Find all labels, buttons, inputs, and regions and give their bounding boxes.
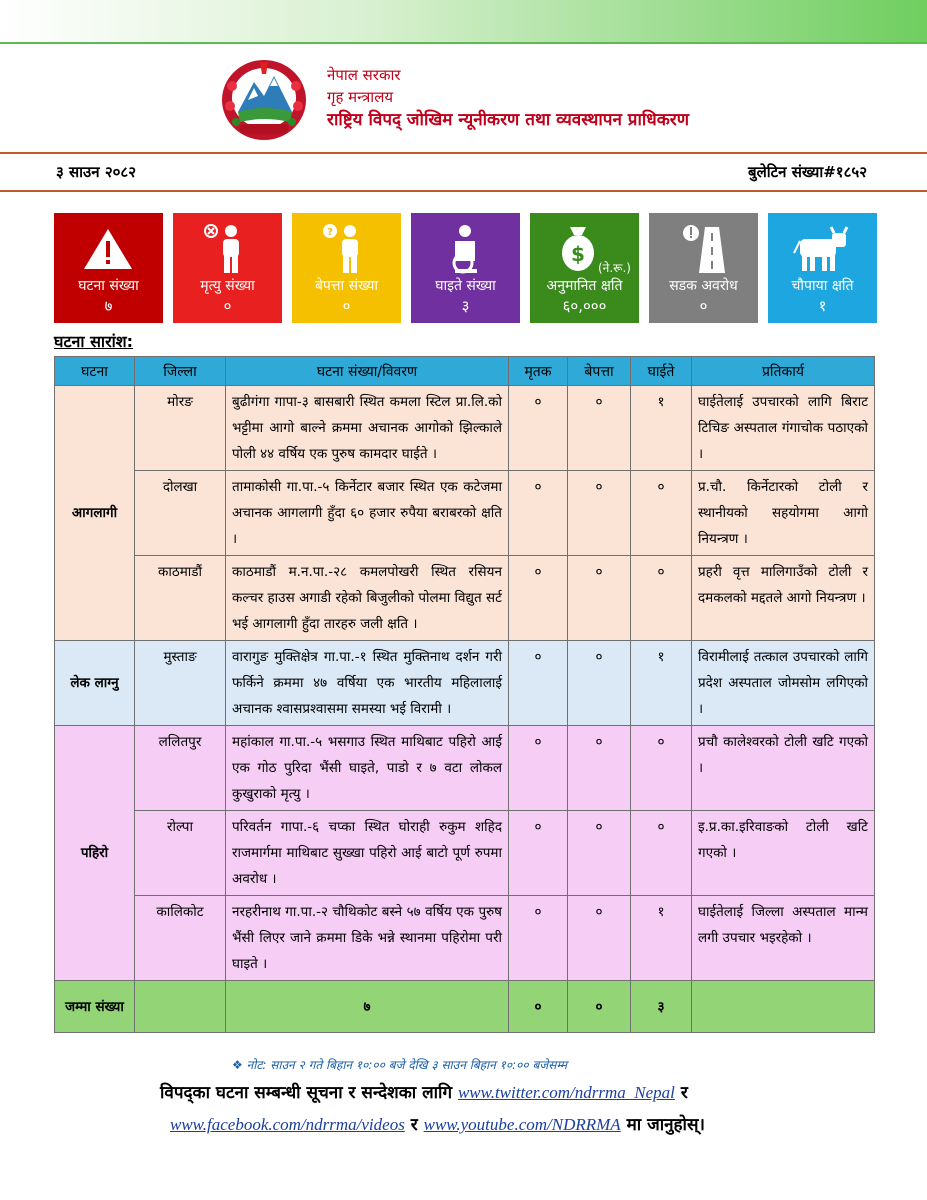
stat-label: चौपाया क्षति — [791, 278, 854, 294]
footer-and: र — [680, 1083, 688, 1103]
cow-icon — [768, 223, 877, 275]
category-cell: लेक लाग्नु — [55, 641, 135, 726]
response-cell: प्रहरी वृत्त मालिगाउँको टोली र दमकलको मद्दतले आगो नियन्त्रण । — [692, 556, 875, 641]
district-cell: रोल्पा — [135, 811, 226, 896]
stat-value: ० — [223, 297, 232, 315]
missing-cell: ० — [568, 726, 631, 811]
dead-cell: ० — [509, 386, 568, 471]
stat-label: घाइते संख्या — [435, 278, 496, 294]
response-cell: प्रचौ कालेश्वरको टोली खटि गएको । — [692, 726, 875, 811]
dead-cell: ० — [509, 556, 568, 641]
header — [220, 56, 820, 146]
response-cell: विरामीलाई तत्काल उपचारको लागि प्रदेश अस्पताल जोमसोम लगिएको । — [692, 641, 875, 726]
divider-top — [0, 152, 927, 154]
authority-name: राष्ट्रिय विपद् जोखिम न्यूनीकरण तथा व्यवस्थापन प्राधिकरण — [327, 110, 690, 130]
stat-label: सडक अवरोध — [669, 278, 738, 294]
dead-cell: ० — [509, 896, 568, 981]
svg-text:$: $ — [571, 242, 585, 266]
injured-cell: ० — [631, 556, 692, 641]
dead-cell: ० — [509, 726, 568, 811]
damage-unit: (ने.रू.) — [598, 261, 631, 275]
description-cell: परिवर्तन गापा.-६ चप्का स्थित घोराही रुकुम शहिद राजमार्गमा माथिबाट सुख्खा पहिरो आई बाटो पूर्ण रुपमा अवरोध । — [226, 811, 509, 896]
response-cell: इ.प्र.का.इरिवाङको टोली खटि गएको । — [692, 811, 875, 896]
stat-value: ७ — [104, 297, 113, 315]
footer-line-2 — [170, 1112, 705, 1135]
person-question-icon — [292, 223, 401, 275]
missing-cell: ० — [568, 556, 631, 641]
stat-value: ६०,००० — [562, 297, 607, 315]
divider-bottom — [0, 190, 927, 192]
stat-card-injured — [411, 213, 520, 323]
injured-cell: १ — [631, 386, 692, 471]
stat-label: मृत्यु संख्या — [200, 278, 255, 294]
description-cell: काठमाडौं म.न.पा.-२८ कमलपोखरी स्थित रसियन कल्चर हाउस अगाडी रहेको बिजुलीको पोलमा विद्युत सर्ट भई आगलागी हुँदा तारहरु जली क्षति । — [226, 556, 509, 641]
footer-text: विपद्का घटना सम्बन्धी सूचना र सन्देशका लागि — [160, 1083, 453, 1103]
footer-and: र — [410, 1115, 418, 1135]
stat-value: ० — [342, 297, 351, 315]
table-header-row — [55, 357, 875, 386]
dead-cell: ० — [509, 811, 568, 896]
ministry-name: गृह मन्त्रालय — [327, 88, 394, 106]
total-dead: ० — [509, 981, 568, 1033]
total-count: ७ — [226, 981, 509, 1033]
district-cell: मुस्ताङ — [135, 641, 226, 726]
table-row — [55, 811, 875, 896]
stat-card-livestock — [768, 213, 877, 323]
person-x-icon — [173, 223, 282, 275]
total-blank — [135, 981, 226, 1033]
stat-cards — [54, 213, 874, 323]
district-cell: मोरङ — [135, 386, 226, 471]
description-cell: तामाकोसी गा.पा.-५ किर्नेटार बजार स्थित एक कटेजमा अचानक आगलागी हुँदा ६० हजार रुपैया बराबरको क्षति । — [226, 471, 509, 556]
col-header: प्रतिकार्य — [692, 357, 875, 386]
footer-line-1 — [160, 1080, 688, 1103]
facebook-link[interactable]: www.facebook.com/ndrrma/videos — [170, 1115, 405, 1134]
bulletin-date: ३ साउन २०८२ — [56, 163, 137, 181]
injured-cell: १ — [631, 641, 692, 726]
description-cell: नरहरीनाथ गा.पा.-२ चौथिकोट बस्ने ५७ वर्षिय एक पुरुष भैंसी लिएर जाने क्रममा डिके भन्ने स्थानमा पहिरोमा परी घाइते । — [226, 896, 509, 981]
footer-text: मा जानुहोस्। — [626, 1115, 705, 1135]
total-label: जम्मा संख्या — [55, 981, 135, 1033]
stat-value: ० — [699, 297, 708, 315]
missing-cell: ० — [568, 811, 631, 896]
response-cell: प्र.चौ. किर्नेटारको टोली र स्थानीयको सहयोगमा आगो नियन्त्रण । — [692, 471, 875, 556]
district-cell: दोलखा — [135, 471, 226, 556]
stat-card-deaths — [173, 213, 282, 323]
govt-name: नेपाल सरकार — [327, 66, 401, 84]
stat-card-missing — [292, 213, 401, 323]
total-blank — [692, 981, 875, 1033]
category-cell: आगलागी — [55, 386, 135, 641]
table-row — [55, 641, 875, 726]
description-cell: वारागुङ मुक्तिक्षेत्र गा.पा.-१ स्थित मुक्तिनाथ दर्शन गरी फर्किने क्रममा ४७ वर्षिया एक भारतीय महिलालाई अचानक श्वासप्रश्वासमा समस्या भई विरामी । — [226, 641, 509, 726]
injured-icon — [411, 223, 520, 275]
category-cell: पहिरो — [55, 726, 135, 981]
district-cell: कालिकोट — [135, 896, 226, 981]
dead-cell: ० — [509, 471, 568, 556]
table-total-row — [55, 981, 875, 1033]
road-block-icon — [649, 223, 758, 275]
table-row — [55, 726, 875, 811]
col-header: बेपत्ता — [568, 357, 631, 386]
stat-card-damage — [530, 213, 639, 323]
col-header: घटना संख्या/विवरण — [226, 357, 509, 386]
dead-cell: ० — [509, 641, 568, 726]
col-header: जिल्ला — [135, 357, 226, 386]
bulletin-number: बुलेटिन संख्या#१८५२ — [748, 163, 867, 181]
injured-cell: १ — [631, 896, 692, 981]
time-note: ❖ नोट: साउन २ गते बिहान १०:०० बजे देखि ३ साउन बिहान १०:०० बजेसम्म — [232, 1058, 568, 1072]
injured-cell: ० — [631, 726, 692, 811]
svg-text:?: ? — [327, 227, 333, 238]
total-injured: ३ — [631, 981, 692, 1033]
district-cell: काठमाडौं — [135, 556, 226, 641]
stat-value: ३ — [461, 297, 470, 315]
missing-cell: ० — [568, 641, 631, 726]
twitter-link[interactable]: www.twitter.com/ndrrma_Nepal — [457, 1083, 675, 1102]
response-cell: घाईतेलाई जिल्ला अस्पताल मान्म लगी उपचार भइरहेको । — [692, 896, 875, 981]
col-header: घाईते — [631, 357, 692, 386]
stat-label: घटना संख्या — [78, 278, 139, 294]
description-cell: महांकाल गा.पा.-५ भसगाउ स्थित माथिबाट पहिरो आई एक गोठ पुरिदा भैंसी घाइते, पाडो र ७ वटा लोकल कुखुराको मृत्यु । — [226, 726, 509, 811]
stat-card-incidents — [54, 213, 163, 323]
table-row — [55, 896, 875, 981]
missing-cell: ० — [568, 471, 631, 556]
description-cell: बुढीगंगा गापा-३ बासबारी स्थित कमला स्टिल प्रा.लि.को भट्टीमा आगो बाल्ने क्रममा अचानक आगोको झिल्काले पोली ४४ वर्षिय एक पुरुष कामदार घाईते । — [226, 386, 509, 471]
injured-cell: ० — [631, 471, 692, 556]
table-row — [55, 556, 875, 641]
total-missing: ० — [568, 981, 631, 1033]
missing-cell: ० — [568, 386, 631, 471]
top-banner — [0, 0, 927, 44]
stat-label: बेपत्ता संख्या — [314, 278, 379, 294]
missing-cell: ० — [568, 896, 631, 981]
summary-title: घटना सारांश: — [54, 332, 134, 351]
table-row — [55, 471, 875, 556]
nepal-emblem-icon — [220, 56, 308, 142]
response-cell: घाईतेलाई उपचारको लागि बिराट टिचिङ अस्पताल गंगाचोक पठाएको । — [692, 386, 875, 471]
stat-value: १ — [818, 297, 827, 315]
table-row — [55, 386, 875, 471]
col-header: घटना — [55, 357, 135, 386]
incident-table — [54, 356, 875, 1033]
stat-label: अनुमानित क्षति — [546, 278, 623, 294]
district-cell: ललितपुर — [135, 726, 226, 811]
stat-card-road-block — [649, 213, 758, 323]
warning-icon — [54, 223, 163, 275]
col-header: मृतक — [509, 357, 568, 386]
youtube-link[interactable]: www.youtube.com/NDRRMA — [423, 1115, 621, 1134]
injured-cell: ० — [631, 811, 692, 896]
